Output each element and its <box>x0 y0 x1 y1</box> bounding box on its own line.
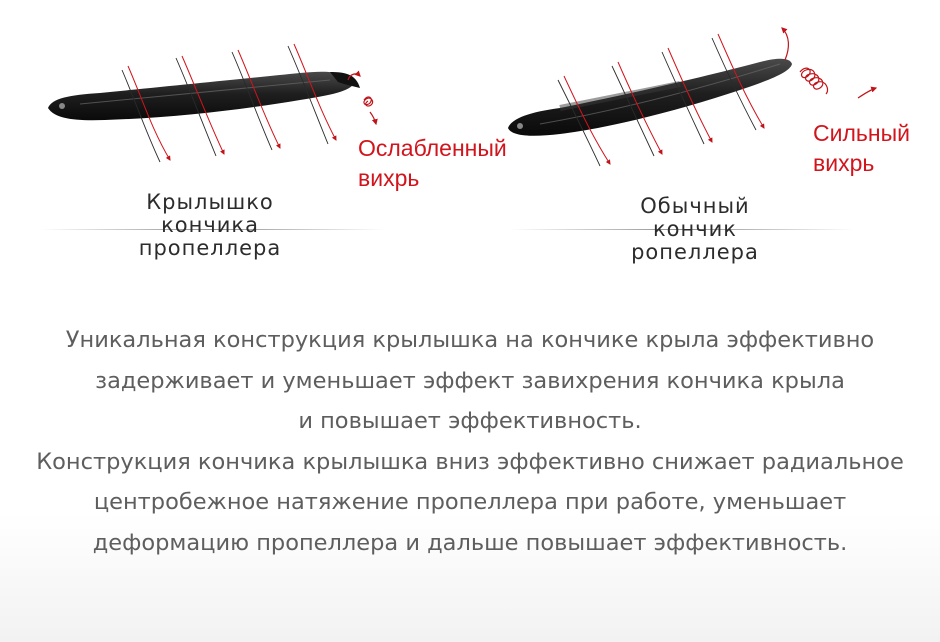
description-line: Конструкция кончика крылышка вниз эффективно снижает радиальное <box>36 448 904 475</box>
caption-line: Обычный <box>640 194 750 218</box>
vortex-label-line: Ослабленный <box>358 135 507 161</box>
strong-vortex-label <box>813 118 910 178</box>
description-line: деформацию пропеллера и дальше повышает эффективность. <box>92 529 848 556</box>
vortex-label-line: Сильный <box>813 120 910 146</box>
vortex-label-line: вихрь <box>813 150 875 176</box>
description-text <box>0 320 940 563</box>
vortex-label-line: вихрь <box>358 165 420 191</box>
winglet-propeller-blade <box>48 72 360 121</box>
description-line: и повышает эффективность. <box>298 408 642 434</box>
description-line: центробежное натяжение пропеллера при работе, уменьшает <box>93 489 847 515</box>
caption-line: Крылышко <box>146 190 274 214</box>
caption-line: пропеллера <box>138 236 282 260</box>
caption-line: кончика <box>161 213 259 237</box>
description-line: задерживает и уменьшает эффект завихрения кончика крыла <box>95 367 845 394</box>
description-line: Уникальная конструкция крылышка на кончике крыла эффективно <box>65 327 875 353</box>
normal-tip-caption <box>605 195 785 264</box>
strong-vortex-icon <box>782 28 876 98</box>
caption-line: ропеллера <box>631 240 759 264</box>
normal-propeller-blade <box>508 59 792 136</box>
winglet-caption <box>120 191 300 260</box>
weak-vortex-label <box>358 133 507 193</box>
caption-line: кончик <box>652 217 737 241</box>
